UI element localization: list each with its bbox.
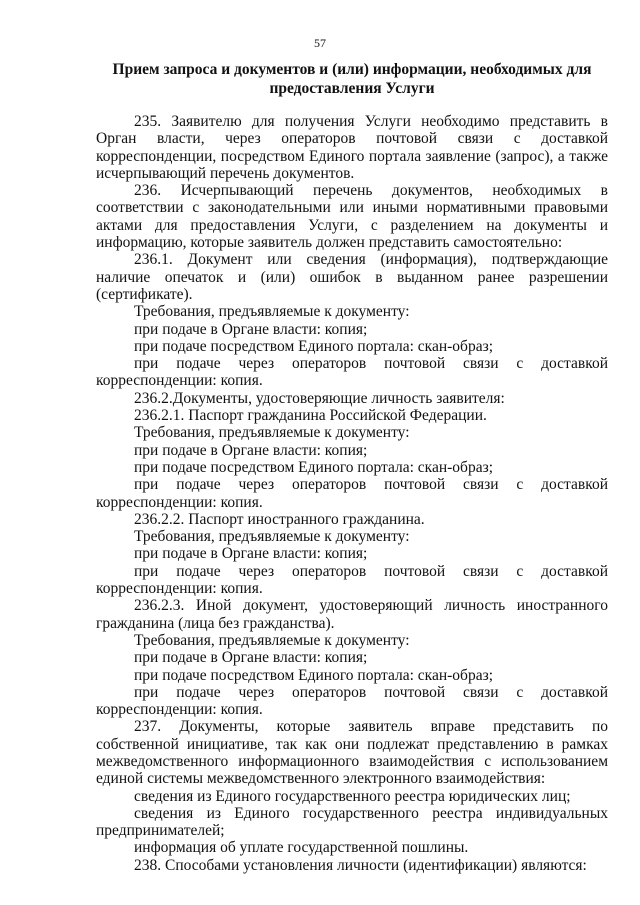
paragraph-236-2-2: 236.2.2. Паспорт иностранного гражданина.	[134, 510, 425, 528]
submission-in-office-line: при подаче в Органе власти: копия;	[134, 320, 368, 338]
submission-via-portal-line: при подаче посредством Единого портала: скан-образ;	[134, 666, 493, 684]
paragraph-237: 237. Документы, которые заявитель вправе представить по собственной инициативе, так как они подлежат представлению в рамках межведомственного информационного взаимодействия с использованием единой системы межведомственного электронного взаимодействия:	[96, 718, 608, 788]
submission-in-office-line: при подаче в Органе власти: копия;	[134, 441, 368, 459]
paragraph-238: 238. Способами установления личности (идентификации) являются:	[134, 856, 587, 874]
paragraph-236-1: 236.1. Документ или сведения (информация), подтверждающие наличие опечаток и (или) ошибок в выданном ранее разрешении (сертификате).	[96, 251, 608, 303]
requirements-line: Требования, предъявляемые к документу:	[134, 303, 410, 321]
submission-via-portal-line: при подаче посредством Единого портала: скан-образ;	[134, 458, 493, 476]
submission-by-post-line: при подаче через операторов почтовой связи с доставкой корреспонденции: копия.	[96, 562, 608, 598]
body-text	[96, 113, 608, 874]
requirements-line: Требования, предъявляемые к документу:	[134, 424, 410, 442]
submission-by-post-line: при подаче через операторов почтовой связи с доставкой корреспонденции: копия.	[96, 355, 608, 390]
paragraph-236-2-1: 236.2.1. Паспорт гражданина Российской Федерации.	[134, 407, 487, 425]
requirements-line: Требования, предъявляемые к документу:	[134, 631, 410, 649]
page-number: 57	[314, 36, 326, 50]
registry-entrepreneurs-line: сведения из Единого государственного реестра индивидуальных предпринимателей;	[96, 804, 608, 840]
paragraph-236-2: 236.2.Документы, удостоверяющие личность заявителя:	[134, 389, 505, 407]
submission-in-office-line: при подаче в Органе власти: копия;	[134, 545, 368, 563]
paragraph-235: 235. Заявителю для получения Услуги необходимо представить в Орган власти, через операторов почтовой связи с доставкой корреспонденции, посредством Единого портала заявление (запрос), а также исчерпывающий перечень документов.	[96, 113, 608, 182]
paragraph-236-2-3: 236.2.3. Иной документ, удостоверяющий личность иностранного гражданина (лица без гражданства).	[96, 597, 608, 632]
submission-by-post-line: при подаче через операторов почтовой связи с доставкой корреспонденции: копия.	[96, 476, 608, 511]
section-heading: Прием запроса и документов и (или) информации, необходимых для предоставления Услуги	[112, 61, 592, 97]
submission-in-office-line: при подаче в Органе власти: копия;	[134, 649, 368, 667]
submission-via-portal-line: при подаче посредством Единого портала: скан-образ;	[134, 337, 493, 355]
submission-by-post-line: при подаче через операторов почтовой связи с доставкой корреспонденции: копия.	[96, 683, 608, 719]
requirements-line: Требования, предъявляемые к документу:	[134, 528, 410, 546]
state-fee-line: информация об уплате государственной пошлины.	[134, 839, 469, 857]
paragraph-236: 236. Исчерпывающий перечень документов, необходимых в соответствии с законодательными или иными нормативными правовыми актами для предоставления Услуги, с разделением на документы и информацию, которые заявитель должен представить самостоятельно:	[96, 182, 608, 252]
registry-legal-entities-line: сведения из Единого государственного реестра юридических лиц;	[134, 787, 571, 805]
